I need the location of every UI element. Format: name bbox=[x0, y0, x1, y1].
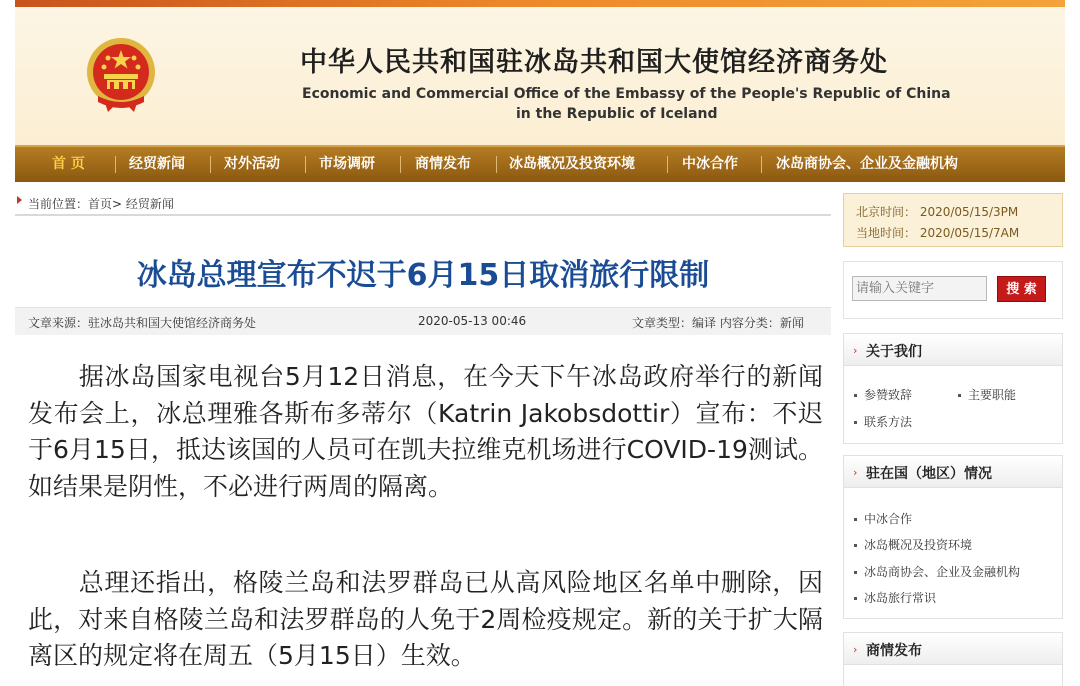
country-info-title: 驻在国（地区）情况 bbox=[866, 466, 992, 482]
country-info-header bbox=[844, 456, 1062, 488]
country-item-label: 冰岛商协会、企业及金融机构 bbox=[864, 565, 1021, 579]
article-title: 冰岛总理宣布不迟于6月15日取消旅行限制 bbox=[136, 258, 710, 293]
site-title-cn: 中华人民共和国驻冰岛共和国大使馆经济商务处 bbox=[300, 47, 888, 78]
nav-separator bbox=[400, 156, 401, 173]
country-item-chambers[interactable] bbox=[854, 563, 1020, 580]
nav-separator bbox=[667, 156, 668, 173]
nav-separator bbox=[496, 156, 497, 173]
time-box bbox=[843, 193, 1063, 247]
about-item-counselor-speech[interactable] bbox=[854, 386, 912, 403]
country-item-travel-tips[interactable] bbox=[854, 589, 936, 606]
business-info-title: 商情发布 bbox=[866, 643, 922, 659]
bullet-icon bbox=[854, 394, 857, 397]
article-paragraph-text: 据冰岛国家电视台5月12日消息，在今天下午冰岛政府举行的新闻发布会上，冰总理雅各斯布多蒂尔（Katrin Jakobsdottir）宣布：不迟于6月15日，抵达该国的人员可在凯夫拉维克机场进行COVID-19测试。如结果是阴性，不必进行两周的隔离。 bbox=[28, 362, 823, 501]
nav-item-market-research[interactable]: 市场调研 bbox=[319, 156, 375, 172]
main-nav bbox=[15, 145, 1065, 182]
nav-separator bbox=[210, 156, 211, 173]
about-us-panel bbox=[843, 333, 1063, 444]
article-paragraph bbox=[28, 565, 823, 675]
bullet-icon bbox=[854, 421, 857, 424]
about-item-label: 参赞致辞 bbox=[864, 388, 913, 402]
nav-item-iceland-overview[interactable]: 冰岛概况及投资环境 bbox=[509, 156, 635, 172]
chevron-right-icon: › bbox=[853, 643, 858, 656]
nav-item-chambers-enterprises[interactable]: 冰岛商协会、企业及金融机构 bbox=[776, 156, 958, 172]
local-time: 当地时间： 2020/05/15/7AM bbox=[856, 226, 1020, 240]
nav-item-sino-iceland-cooperation[interactable]: 中冰合作 bbox=[682, 156, 738, 172]
nav-separator bbox=[115, 156, 116, 173]
about-item-contact[interactable] bbox=[854, 413, 912, 430]
bullet-icon bbox=[854, 571, 857, 574]
country-item-label: 冰岛旅行常识 bbox=[864, 591, 937, 605]
bullet-icon bbox=[958, 394, 961, 397]
country-info-panel bbox=[843, 455, 1063, 619]
nav-separator bbox=[761, 156, 762, 173]
about-item-label: 联系方法 bbox=[864, 415, 913, 429]
search-input[interactable] bbox=[852, 276, 987, 301]
business-info-header bbox=[844, 633, 1062, 665]
country-item-label: 冰岛概况及投资环境 bbox=[864, 538, 973, 552]
bullet-icon bbox=[854, 544, 857, 547]
nav-item-home[interactable]: 首 页 bbox=[52, 156, 85, 172]
article-date: 2020-05-13 00:46 bbox=[418, 314, 527, 328]
article-meta-bar bbox=[15, 307, 831, 335]
bullet-icon bbox=[854, 518, 857, 521]
nav-item-business-info[interactable]: 商情发布 bbox=[415, 156, 471, 172]
breadcrumb bbox=[15, 190, 831, 216]
chevron-right-icon: › bbox=[853, 466, 858, 479]
country-item-label: 中冰合作 bbox=[864, 512, 913, 526]
search-button[interactable]: 搜 索 bbox=[997, 276, 1046, 302]
site-title-en-line1: Economic and Commercial Office of the Embassy of the People's Republic of China bbox=[302, 86, 951, 102]
breadcrumb-text[interactable]: 当前位置：首页> 经贸新闻 bbox=[28, 197, 174, 211]
business-info-panel bbox=[843, 632, 1063, 686]
about-us-title: 关于我们 bbox=[866, 344, 922, 360]
header-top-stripe bbox=[15, 0, 1065, 7]
article-source: 文章来源：驻冰岛共和国大使馆经济商务处 bbox=[28, 316, 257, 330]
bullet-icon bbox=[854, 597, 857, 600]
country-item-cooperation[interactable] bbox=[854, 510, 912, 527]
nav-separator bbox=[305, 156, 306, 173]
beijing-time: 北京时间： 2020/05/15/3PM bbox=[856, 205, 1019, 219]
nav-item-trade-news[interactable]: 经贸新闻 bbox=[129, 156, 185, 172]
nav-item-foreign-activities[interactable]: 对外活动 bbox=[224, 156, 280, 172]
article-type: 文章类型：编译 内容分类：新闻 bbox=[632, 316, 804, 330]
site-title-en-line2: in the Republic of Iceland bbox=[516, 106, 718, 122]
about-item-main-functions[interactable] bbox=[958, 386, 1016, 403]
national-emblem-icon bbox=[84, 36, 158, 116]
chevron-right-icon: › bbox=[853, 344, 858, 357]
about-us-header bbox=[844, 334, 1062, 366]
country-item-overview[interactable] bbox=[854, 536, 972, 553]
article-paragraph-text: 总理还指出，格陵兰岛和法罗群岛已从高风险地区名单中删除，因此，对来自格陵兰岛和法罗群岛的人免于2周检疫规定。新的关于扩大隔离区的规定将在周五（5月15日）生效。 bbox=[28, 568, 823, 670]
breadcrumb-marker-icon bbox=[17, 196, 22, 204]
about-item-label: 主要职能 bbox=[968, 388, 1017, 402]
article-paragraph bbox=[28, 359, 823, 505]
